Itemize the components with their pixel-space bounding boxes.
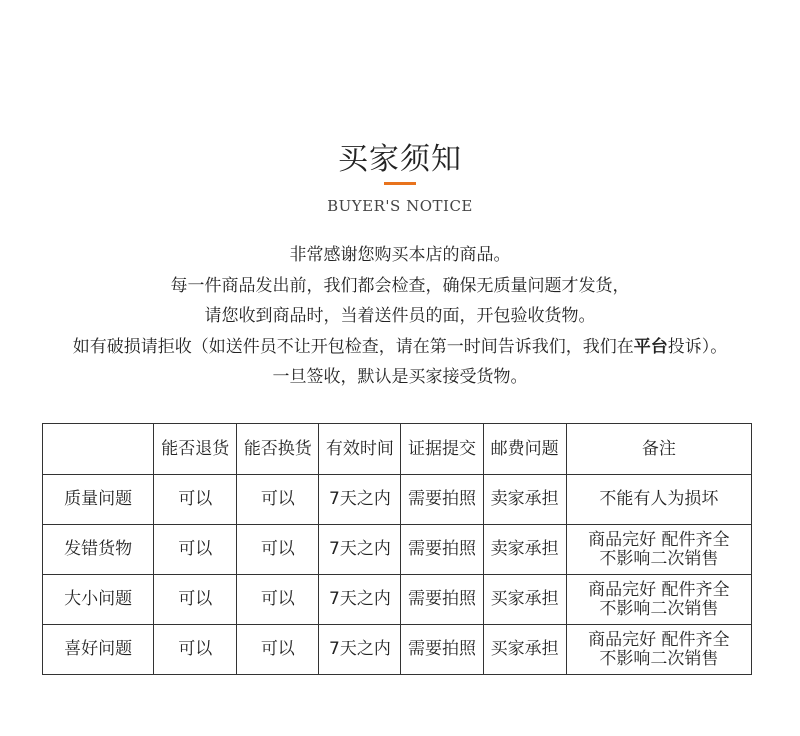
note-line-1: 商品完好 配件齐全 [588, 579, 730, 600]
header-cell-evidence: 证据提交 [401, 424, 483, 475]
cell-note [566, 525, 751, 575]
cell-return: 可以 [154, 575, 237, 625]
note-line-1: 不能有人为损坏 [599, 489, 719, 509]
header-cell-exchange: 能否换货 [237, 424, 319, 475]
title-underline [384, 182, 416, 185]
note-line-2: 不影响二次销售 [599, 548, 719, 569]
header-cell-period: 有效时间 [319, 424, 401, 475]
cell-evidence: 需要拍照 [401, 575, 483, 625]
note-line-2: 不影响二次销售 [599, 648, 719, 669]
table-row [43, 475, 752, 525]
table-row [43, 625, 752, 675]
note-line-2: 不影响二次销售 [599, 598, 719, 619]
cell-issue: 喜好问题 [43, 625, 154, 675]
header-cell-empty [43, 424, 154, 475]
cell-shipping: 买家承担 [483, 625, 566, 675]
cell-exchange: 可以 [237, 575, 319, 625]
header-cell-note: 备注 [566, 424, 751, 475]
notice-header [0, 138, 800, 215]
cell-shipping: 卖家承担 [483, 475, 566, 525]
cell-return: 可以 [154, 475, 237, 525]
cell-return: 可以 [154, 625, 237, 675]
cell-evidence: 需要拍照 [401, 475, 483, 525]
cell-period: 7天之内 [319, 525, 401, 575]
page-title: 买家须知 [338, 142, 462, 177]
return-policy-table [42, 423, 752, 675]
cell-issue: 大小问题 [43, 575, 154, 625]
cell-evidence: 需要拍照 [401, 625, 483, 675]
cell-return: 可以 [154, 525, 237, 575]
table-header-row [43, 424, 752, 475]
note-line-1: 商品完好 配件齐全 [588, 629, 730, 650]
header-cell-return: 能否退货 [154, 424, 237, 475]
cell-issue: 发错货物 [43, 525, 154, 575]
cell-period: 7天之内 [319, 575, 401, 625]
notice-line-5: 一旦签收，默认是买家接受货物。 [272, 367, 528, 387]
note-line-1: 商品完好 配件齐全 [588, 529, 730, 550]
notice-line-4-part-b: 投诉）。 [667, 336, 728, 357]
cell-exchange: 可以 [237, 525, 319, 575]
cell-period: 7天之内 [319, 625, 401, 675]
notice-line-4 [0, 332, 800, 363]
cell-shipping: 买家承担 [483, 575, 566, 625]
header-cell-shipping: 邮费问题 [483, 424, 566, 475]
notice-line-3: 请您收到商品时，当着送件员的面，开包验收货物。 [204, 306, 596, 326]
cell-exchange: 可以 [237, 625, 319, 675]
cell-exchange: 可以 [237, 475, 319, 525]
cell-note [566, 475, 751, 525]
cell-shipping: 卖家承担 [483, 525, 566, 575]
notice-line-4-part-a: 如有破损请拒收（如送件员不让开包检查，请在第一时间告诉我们，我们在 [72, 336, 634, 357]
cell-evidence: 需要拍照 [401, 525, 483, 575]
cell-note [566, 575, 751, 625]
notice-line-2: 每一件商品发出前，我们都会检查，确保无质量问题才发货， [170, 275, 630, 296]
cell-note [566, 625, 751, 675]
notice-line-1: 非常感谢您购买本店的商品。 [289, 245, 511, 265]
table-row [43, 575, 752, 625]
cell-issue: 质量问题 [43, 475, 154, 525]
platform-emphasis: 平台 [633, 336, 668, 357]
table-row [43, 525, 752, 575]
page-subtitle: BUYER'S NOTICE [327, 197, 473, 215]
cell-period: 7天之内 [319, 475, 401, 525]
notice-text [0, 240, 800, 393]
